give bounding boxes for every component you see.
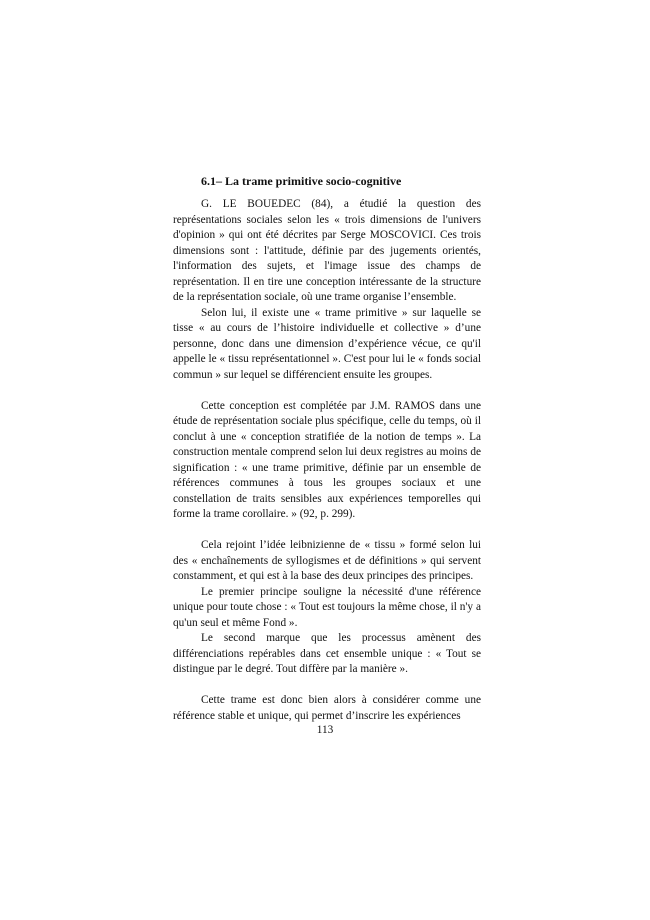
paragraph-ramos: Cette conception est complétée par J.M. RAMOS dans une étude de représentation sociale plus spécifique, celle du temps, où il conclut à une « conception stratifiée de la notion de temps ». La construction mentale comprend selon lui deux registres au moins de signification : « une trame primitive, définie par un ensemble de références communes à tous les groupes sociaux et une constellation de traits sensibles aux expériences temporelles qui forme la trame corollaire. » (92, p. 299). <box>173 399 481 520</box>
page-body <box>173 174 481 724</box>
paragraph-leibniz: Cela rejoint l’idée leibnizienne de « tissu » formé selon lui des « enchaînements de syllogismes et de définitions » qui servent constamment, et qui est à la base des deux principes des principes. <box>173 539 481 582</box>
paragraph-le-bouedec: G. LE BOUEDEC (84), a étudié la question des représentations sociales selon les « trois dimensions de l'univers d'opinion » qui ont été décrites par Serge MOSCOVICI. Ces trois dimensions sont : l'attitude, définie par des jugements orientés, l'information des sujets, et l'image issue des champs de représentation. Il en tire une conception intéressante de la structure de la représentation sociale, où une trame organise l’ensemble. <box>173 198 481 303</box>
paragraph-premier-principe: Le premier principe souligne la nécessité d'une référence unique pour toute chose : « Tout est toujours la même chose, il n'y a qu'un seul et même Fond ». <box>173 585 481 629</box>
section-heading: 6.1– La trame primitive socio-cognitive <box>201 174 402 188</box>
paragraph-trame-primitive: Selon lui, il existe une « trame primitive » sur laquelle se tisse « au cours de l’histoire individuelle et collective » d’une personne, donc dans une dimension d’expérience vécue, ce qu'il appelle le « tissu représentationnel ». C'est pour lui le « fonds social commun » sur lequel se différencient ensuite les groupes. <box>173 306 481 381</box>
page-number: 113 <box>316 724 334 736</box>
paragraph-conclusion: Cette trame est donc bien alors à considérer comme une référence stable et unique, qui permet d’inscrire les expériences <box>173 694 481 722</box>
paragraph-second-principe: Le second marque que les processus amènent des différenciations repérables dans cet ensemble unique : « Tout se distingue par le degré. Tout diffère par la manière ». <box>173 632 481 675</box>
